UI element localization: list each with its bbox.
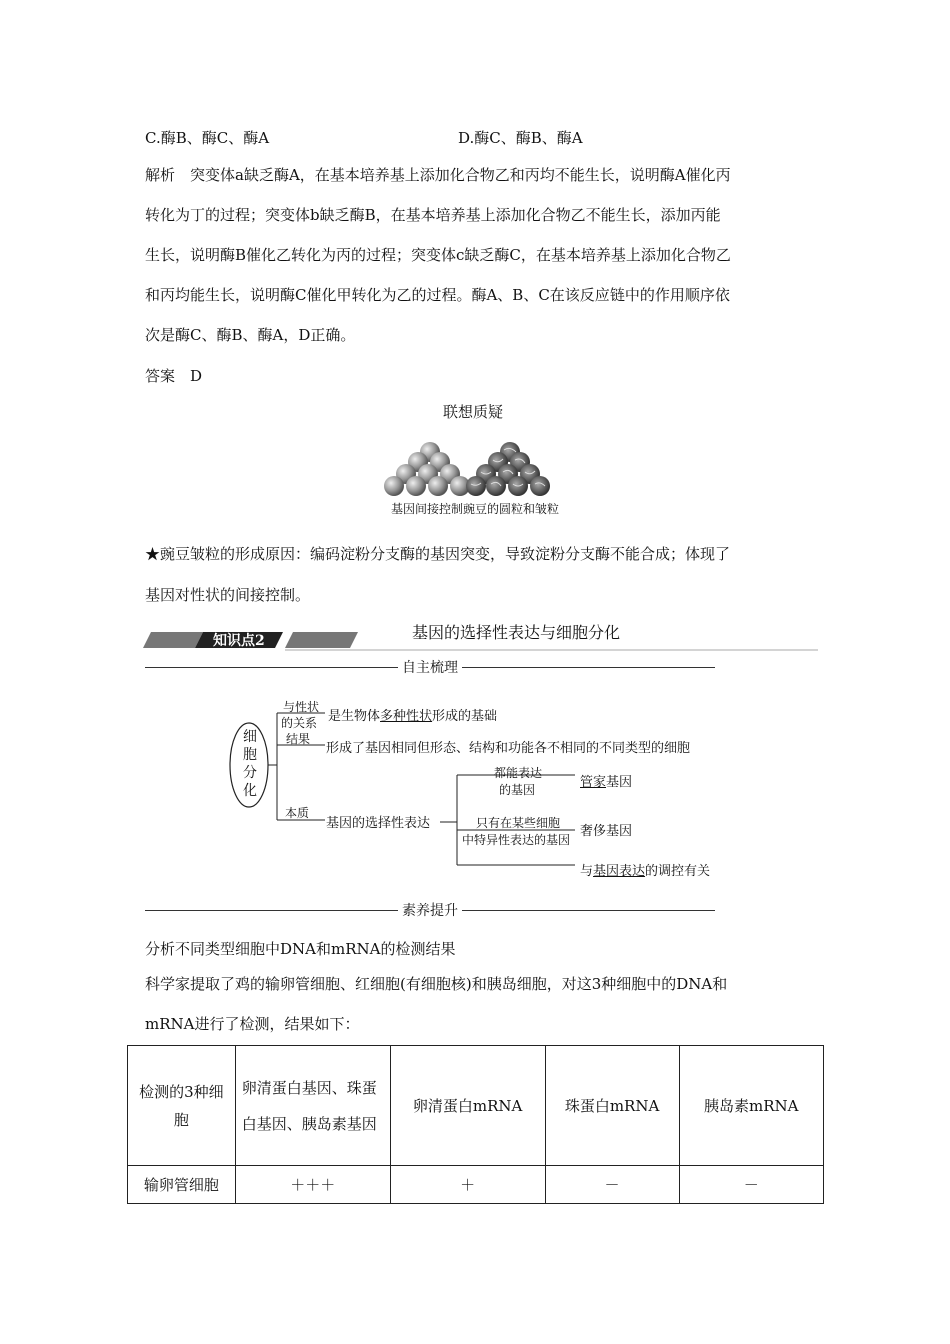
subheading-literacy-label: 素养提升 [402, 903, 458, 919]
subheading-self-review-label: 自主梳理 [402, 660, 458, 676]
star-note-line-1: ★豌豆皱粒的形成原因：编码淀粉分支酶的基因突变，导致淀粉分支酶不能合成；体现了 [145, 545, 731, 563]
mindmap-branch3-text-b: 的调控有关 [645, 864, 711, 879]
mindmap-relation-label-1: 与性状 [283, 700, 320, 714]
mindmap-root-char-3: 分 [243, 765, 257, 781]
option-c: C.酶B、酶C、酶A [145, 129, 270, 147]
table-cell: ＋ [390, 1166, 545, 1204]
mindmap-root-char-2: 胞 [243, 747, 257, 763]
analysis-line-4: 和丙均能生长，说明酶C催化甲转化为乙的过程。酶A、B、C在该反应链中的作用顺序依 [145, 286, 730, 304]
mindmap-root [237, 728, 263, 800]
mindmap-relation-text-underlined: 多种性状 [380, 709, 433, 724]
literacy-heading: 分析不同类型细胞中DNA和mRNA的检测结果 [145, 940, 456, 958]
table-header-cell: 卵清蛋白mRNA [390, 1046, 545, 1166]
mindmap-branch2-text: 奢侈基因 [580, 824, 633, 839]
table-row [128, 1166, 824, 1204]
results-table [127, 1045, 824, 1204]
figure-caption: 基因间接控制豌豆的圆粒和皱粒 [391, 502, 560, 516]
table-header-row [128, 1046, 824, 1166]
mindmap-branch2-label-2: 中特异性表达的基因 [462, 833, 571, 847]
subheading-literacy [145, 900, 715, 920]
mindmap-relation-text [328, 705, 497, 724]
table-cell: － [545, 1166, 679, 1204]
option-d: D.酶C、酶B、酶A [458, 129, 583, 147]
analysis-line-3: 生长，说明酶B催化乙转化为丙的过程；突变体c缺乏酶C，在基本培养基上添加化合物乙 [145, 246, 731, 264]
table-header-cell: 珠蛋白mRNA [545, 1046, 679, 1166]
mindmap-branch1-text-b: 基因 [606, 775, 633, 790]
mindmap-branch1-label-1: 都能表达 [494, 766, 543, 780]
mindmap-branch2-label-1: 只有在某些细胞 [476, 816, 561, 830]
mindmap-root-char-4: 化 [243, 783, 257, 799]
mindmap-branch3-text-a: 与 [580, 864, 594, 879]
table-cell: － [679, 1166, 823, 1204]
table-cell: ＋＋＋ [235, 1166, 390, 1204]
analysis-line-1: 解析 突变体a缺乏酶A，在基本培养基上添加化合物乙和丙均不能生长，说明酶A催化丙 [145, 166, 731, 184]
association-heading: 联想质疑 [443, 403, 504, 421]
answer: 答案 D [145, 367, 203, 385]
mindmap-result-label: 结果 [286, 732, 311, 746]
mindmap-result-text: 形成了基因相同但形态、结构和功能各不相同的不同类型的细胞 [326, 741, 691, 756]
subheading-self-review [145, 657, 715, 677]
table-header-cell: 检测的3种细胞 [128, 1046, 236, 1166]
mindmap-branch1-label-2: 的基因 [499, 783, 536, 797]
table-header-cell: 卵清蛋白基因、珠蛋白基因、胰岛素基因 [235, 1046, 390, 1166]
mindmap-relation-text-b: 形成的基础 [432, 709, 498, 724]
mindmap-root-char-1: 细 [243, 729, 257, 745]
mindmap-branch3-text-underlined: 基因表达 [593, 864, 646, 879]
analysis-line-5: 次是酶C、酶B、酶A，D正确。 [145, 326, 356, 344]
table-header-cell: 胰岛素mRNA [679, 1046, 823, 1166]
mindmap-relation-text-a: 是生物体 [328, 709, 381, 724]
literacy-line-2: mRNA进行了检测，结果如下： [145, 1015, 360, 1033]
mindmap-branch3-text [580, 860, 710, 879]
mindmap-branch1-text [580, 771, 632, 790]
mindmap-essence-label: 本质 [285, 806, 310, 820]
star-note-line-2: 基因对性状的间接控制。 [145, 586, 311, 604]
section-title: 基因的选择性表达与细胞分化 [412, 623, 621, 642]
mindmap-essence-text: 基因的选择性表达 [326, 816, 431, 831]
round-peas-pile [384, 442, 470, 496]
analysis-line-2: 转化为丁的过程；突变体b缺乏酶B，在基本培养基上添加化合物乙不能生长，添加丙能 [145, 206, 721, 224]
wrinkled-peas-pile [466, 442, 550, 496]
mindmap-branch1-text-underlined: 管家 [580, 775, 607, 790]
literacy-line-1: 科学家提取了鸡的输卵管细胞、红细胞(有细胞核)和胰岛细胞，对这3种细胞中的DNA和 [145, 975, 728, 993]
table-cell: 输卵管细胞 [128, 1166, 236, 1204]
section-badge: 知识点2 [213, 633, 265, 649]
mindmap-relation-label-2: 的关系 [281, 716, 318, 730]
